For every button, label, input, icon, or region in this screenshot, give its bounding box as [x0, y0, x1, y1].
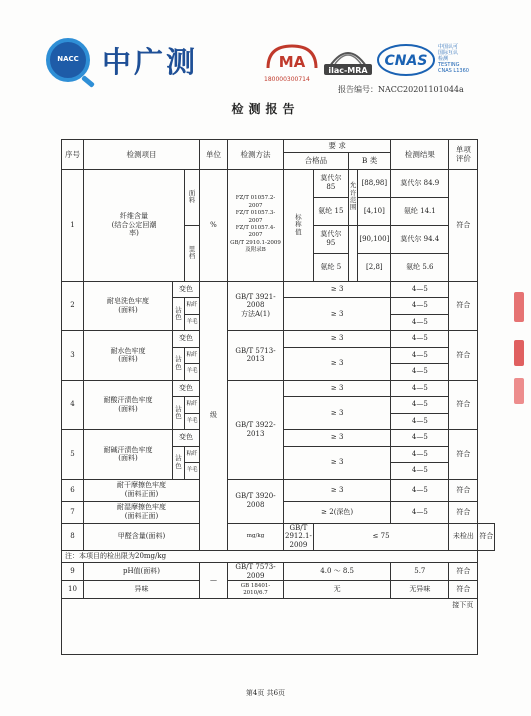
- fiber-range: [4,10]: [358, 197, 391, 225]
- sweat-method: GB/T 3922-2013: [228, 380, 284, 479]
- item-name: 耐干摩擦色牢度 (面料正面): [84, 479, 200, 501]
- change-label: 变色: [173, 331, 200, 348]
- odor-row: [62, 581, 495, 599]
- result-value: 4—5: [391, 479, 449, 501]
- col-unit: 单位: [200, 140, 228, 170]
- req-value: 无: [284, 581, 391, 599]
- change-label: 变色: [173, 380, 200, 397]
- item-unit: —: [200, 562, 228, 599]
- item-name: 异味: [84, 581, 200, 599]
- viscose-label: 粘纤: [185, 298, 200, 315]
- result-value: 4—5: [391, 364, 449, 381]
- result-value: 未检出: [449, 523, 478, 550]
- result-value: 4—5: [391, 463, 449, 480]
- fiber-nominal: 氨纶 15: [313, 197, 348, 225]
- stain-label: 沾 色: [173, 446, 185, 479]
- soap-row: [62, 281, 495, 298]
- item-no: 6: [62, 479, 84, 501]
- item-eval: 符合: [449, 501, 478, 523]
- req-value: ≤ 75: [313, 523, 448, 550]
- report-number: [338, 84, 464, 95]
- report-no-value: NACC20201101044a: [378, 85, 464, 94]
- req-value: ≥ 3: [284, 380, 391, 397]
- item-name: 耐湿摩擦色牢度 (面料正面): [84, 501, 200, 523]
- col-req-grade: 合格品: [284, 153, 349, 170]
- col-requirement: 要 求: [284, 140, 391, 153]
- req-value: ≥ 3: [284, 479, 391, 501]
- result-value: 4—5: [391, 281, 449, 298]
- cnas-logo: [376, 42, 474, 78]
- result-value: 4—5: [391, 331, 449, 348]
- result-value: 4—5: [391, 380, 449, 397]
- result-value: 4—5: [391, 501, 449, 523]
- table-header-row: [62, 140, 495, 153]
- stain-label: 沾 色: [173, 298, 185, 331]
- item-no: 3: [62, 331, 84, 381]
- stamp-fragment: [514, 378, 524, 404]
- result-value: 4—5: [391, 413, 449, 430]
- note-row: [62, 550, 495, 562]
- change-label: 变色: [173, 430, 200, 447]
- result-value: 4—5: [391, 397, 449, 414]
- wool-label: 羊毛: [185, 314, 200, 331]
- ilac-text: ilac-MRA: [328, 66, 368, 75]
- item-name: 耐酸汗渍色牢度 (面料): [84, 380, 173, 430]
- report-no-label: 报告编号：: [338, 85, 378, 94]
- req-value: ≥ 3: [284, 446, 391, 479]
- item-eval: 符合: [449, 430, 478, 480]
- fiber-no: 1: [62, 169, 84, 281]
- fiber-unit: %: [200, 169, 228, 281]
- viscose-label: 粘纤: [185, 446, 200, 463]
- report-title: 检测报告: [231, 102, 300, 116]
- item-method: GB 18401-2010/6.7: [228, 581, 284, 599]
- fiber-range: [88,98]: [358, 169, 391, 197]
- acid-sweat-row: [62, 380, 495, 397]
- grade-unit: 级: [200, 281, 228, 550]
- test-results-table: [61, 139, 495, 655]
- result-value: 4—5: [391, 298, 449, 315]
- req-value: ≥ 3: [284, 397, 391, 430]
- next-page-text: 接下页: [62, 599, 478, 655]
- item-no: 2: [62, 281, 84, 331]
- svg-text:中国认可国际互认检测TESTINGCNAS L1360: 中国认可国际互认检测 TESTING CNAS L1360: [438, 44, 469, 74]
- stamp-fragment: [514, 292, 524, 322]
- item-no: 5: [62, 430, 84, 480]
- item-unit: mg/kg: [228, 523, 284, 550]
- fiber-result: 莫代尔 94.4: [391, 225, 449, 253]
- stain-label: 沾 色: [173, 397, 185, 430]
- item-method: GB/T 3921-2008 方法A(1): [228, 281, 284, 331]
- viscose-label: 粘纤: [185, 347, 200, 364]
- result-value: 4—5: [391, 314, 449, 331]
- fiber-result: 莫代尔 84.9: [391, 169, 449, 197]
- col-method: 检测方法: [228, 140, 284, 170]
- item-no: 8: [62, 523, 84, 550]
- result-value: 4—5: [391, 347, 449, 364]
- fiber-method: FZ/T 01057.2-2007 FZ/T 01057.3-2007 FZ/T 01057.4-2007 GB/T 2910.1-2009 及附录B: [228, 169, 284, 281]
- item-no: 7: [62, 501, 84, 523]
- fiber-range: [2,8]: [358, 253, 391, 281]
- item-eval: 符合: [449, 562, 478, 581]
- item-eval: 符合: [478, 523, 495, 550]
- fiber-result: 氨纶 14.1: [391, 197, 449, 225]
- fiber-nominal: 氨纶 5: [313, 253, 348, 281]
- fiber-lining-label: 里档: [185, 225, 200, 281]
- req-value: ≥ 3: [284, 347, 391, 380]
- wool-label: 羊毛: [185, 463, 200, 480]
- item-eval: 符合: [449, 479, 478, 501]
- page-footer: 第4页 共6页: [245, 689, 286, 697]
- col-result: 检测结果: [391, 140, 449, 170]
- item-name: 甲醛含量(面料): [84, 523, 200, 550]
- result-value: 4—5: [391, 446, 449, 463]
- wool-label: 羊毛: [185, 364, 200, 381]
- fiber-nominal-label: 标 称 值: [284, 169, 314, 281]
- next-page-row: [62, 599, 495, 655]
- rub-method: GB/T 3920-2008: [228, 479, 284, 523]
- req-value: ≥ 3: [284, 298, 391, 331]
- item-method: GB/T 5713-2013: [228, 331, 284, 381]
- range-spacer: [348, 253, 358, 281]
- item-no: 9: [62, 562, 84, 581]
- fiber-nominal: 莫代尔 85: [313, 169, 348, 197]
- req-value: ≥ 3: [284, 331, 391, 348]
- dry-rub-row: [62, 479, 495, 501]
- range-spacer: [348, 225, 358, 253]
- result-value: 无异味: [391, 581, 449, 599]
- water-row: [62, 331, 495, 348]
- fiber-range-label: 允 许 范 围: [348, 169, 358, 225]
- req-value: ≥ 3: [284, 281, 391, 298]
- result-value: 4—5: [391, 430, 449, 447]
- col-req-class: B 类: [348, 153, 390, 170]
- ilac-mra-logo: [322, 44, 374, 78]
- fiber-result: 氨纶 5.6: [391, 253, 449, 281]
- item-name: 耐皂洗色牢度 (面料): [84, 281, 173, 331]
- item-no: 4: [62, 380, 84, 430]
- ma-number: 180000300714: [264, 76, 310, 83]
- stain-label: 沾 色: [173, 347, 185, 380]
- wool-label: 羊毛: [185, 413, 200, 430]
- req-value: 4.0 ～ 8.5: [284, 562, 391, 581]
- col-seq: 序号: [62, 140, 84, 170]
- brand-name: 中广测: [102, 45, 199, 79]
- item-eval: 符合: [449, 331, 478, 381]
- fiber-range: [90,100]: [358, 225, 391, 253]
- col-item: 检测项目: [84, 140, 200, 170]
- col-eval: 单项 评价: [449, 140, 478, 170]
- ph-row: [62, 562, 495, 581]
- viscose-label: 粘纤: [185, 397, 200, 414]
- cma-logo: [266, 42, 318, 72]
- stamp-fragment: [514, 340, 524, 366]
- fiber-nominal: 莫代尔 95: [313, 225, 348, 253]
- nacc-logo: [46, 38, 90, 82]
- item-name: 耐水色牢度 (面料): [84, 331, 173, 381]
- req-value: ≥ 2(深色): [284, 501, 391, 523]
- formaldehyde-row: [62, 523, 495, 550]
- item-method: GB/T 7573-2009: [228, 562, 284, 581]
- req-value: ≥ 3: [284, 430, 391, 447]
- ma-text: MA: [278, 53, 306, 71]
- item-name: pH值(面料): [84, 562, 200, 581]
- item-method: GB/T 2912.1-2009: [285, 523, 312, 549]
- cnas-text: CNAS: [384, 53, 428, 69]
- detection-note: 注：本项目的检出限为20mg/kg: [62, 550, 478, 562]
- fiber-eval: 符合: [449, 169, 478, 281]
- result-value: 5.7: [391, 562, 449, 581]
- fiber-item: 纤维含量 (结合公定回潮 率): [84, 169, 185, 281]
- item-name: 耐碱汗渍色牢度 (面料): [84, 430, 173, 480]
- change-label: 变色: [173, 281, 200, 298]
- fiber-face-label: 面料: [185, 169, 200, 225]
- item-eval: 符合: [449, 581, 478, 599]
- item-eval: 符合: [449, 380, 478, 430]
- item-eval: 符合: [449, 281, 478, 331]
- fiber-row: [62, 169, 495, 197]
- nacc-logo-text: NACC: [57, 55, 79, 63]
- item-no: 10: [62, 581, 84, 599]
